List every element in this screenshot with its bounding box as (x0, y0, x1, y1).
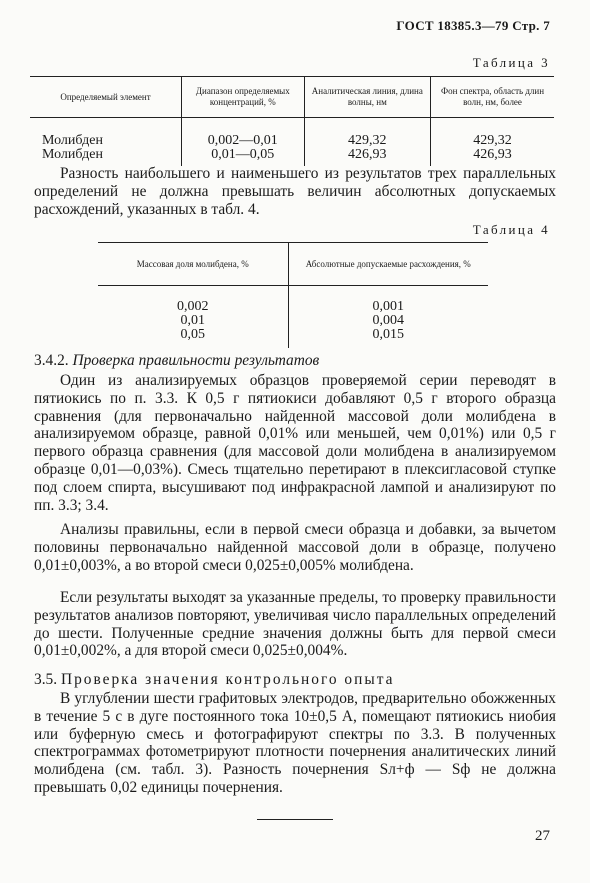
table-cell: 429,32 (304, 118, 430, 149)
section-342-paragraph-3: Если результаты выходят за указанные пределы, то проверку правильности результатов анализов повторяют, увеличивая число параллельных определений до шести. Полученные средние значения должны быть для первой смеси 0,01±0,002%, а для второй смеси 0,025±0,004%. (34, 589, 556, 660)
section-35-heading (34, 671, 394, 689)
table-row (98, 314, 488, 328)
table-row (30, 148, 554, 166)
table-cell: 0,004 (288, 314, 488, 328)
table-cell: 0,01 (180, 313, 205, 328)
section-342-paragraph-1: Один из анализируемых образцов проверяемой серии переводят в пятиокись по п. 3.3. К 0,5 г пятиокиси добавляют 0,5 г второго образца сравнения (для первоначально найденной массовой доли молибдена в анализируемом образце, равной 0,01% или меньшей, чем 0,01%) или 0,5 г первого образца сравнения (для массовой доли молибдена в анализируемом образце 0,01—0,03%). Смесь тщательно перетирают в плексигласовой ступке под слоем спирта, высушивают под инфракрасной лампой и анализируют по пп. 3.3; 3.4. (34, 372, 556, 514)
table4-col-tolerance: Абсолютные допускаемые расхождения, % (288, 243, 488, 286)
paragraph-discrepancy: Разность наибольшего и наименьшего из результатов трех параллельных определений не должна превышать величин абсолютных допускаемых расхождений, указанных в табл. 4. (34, 165, 556, 218)
section-342-title: Проверка правильности результатов (72, 352, 320, 369)
table3-caption: Таблица 3 (472, 55, 550, 70)
running-head: ГОСТ 18385.3—79 Стр. 7 (396, 18, 550, 33)
section-35-title: Проверка значения контрольного опыта (60, 671, 395, 688)
table-cell: Молибден (42, 147, 103, 162)
section-342-number: 3.4.2. (34, 352, 69, 369)
table-cell: 0,001 (288, 286, 488, 315)
table4-col-fraction: Массовая доля молибдена, % (98, 243, 288, 286)
section-342-paragraph-2: Анализы правильны, если в первой смеси образца и добавки, за вычетом половины первоначально найденной массовой доли в образце, получено 0,01±0,003%, а во второй смеси 0,025±0,005% молибдена. (34, 521, 556, 574)
section-35-paragraph-1: В углублении шести графитовых электродов, предварительно обожженных в течение 5 с в дуге постоянного тока 10±0,5 А, помещают пятиокись ниобия или буферную смесь и фотографируют спектры по 3.3. В полученных спектрограммах фотометрируют плотности почернения аналитических линий молибдена (см. табл. 3). Разность почернения Sл+ф — Sф не должна превышать 0,02 единицы почернения. (34, 690, 556, 796)
table-cell: 0,015 (288, 328, 488, 348)
table-row (98, 328, 488, 348)
table-cell: 0,002 (177, 299, 209, 314)
table-cell: 0,01—0,05 (182, 148, 305, 166)
table-cell: 426,93 (431, 148, 554, 166)
section-342-heading (34, 352, 319, 370)
section-35-number: 3.5. (34, 671, 58, 688)
table-row (30, 118, 554, 149)
table3-header-row (30, 77, 554, 118)
footer-rule (257, 819, 333, 820)
table-cell: 426,93 (304, 148, 430, 166)
table4-header-row (98, 243, 488, 286)
table3-col-background: Фон спектра, область длин волн, нм, более (431, 77, 554, 118)
table-row (98, 286, 488, 315)
table3 (30, 76, 554, 166)
table-cell: Молибден (42, 133, 103, 148)
table-cell: 0,05 (180, 327, 205, 342)
table-cell: 0,002—0,01 (182, 118, 305, 149)
table3-col-element: Определяемый элемент (30, 77, 182, 118)
page-number: 27 (535, 828, 550, 844)
table-cell: 429,32 (431, 118, 554, 149)
table4 (98, 242, 488, 348)
table4-caption: Таблица 4 (472, 222, 550, 237)
table3-col-line: Аналитическая линия, длина волны, нм (304, 77, 430, 118)
table3-col-range: Диапазон определяемых концентраций, % (182, 77, 305, 118)
